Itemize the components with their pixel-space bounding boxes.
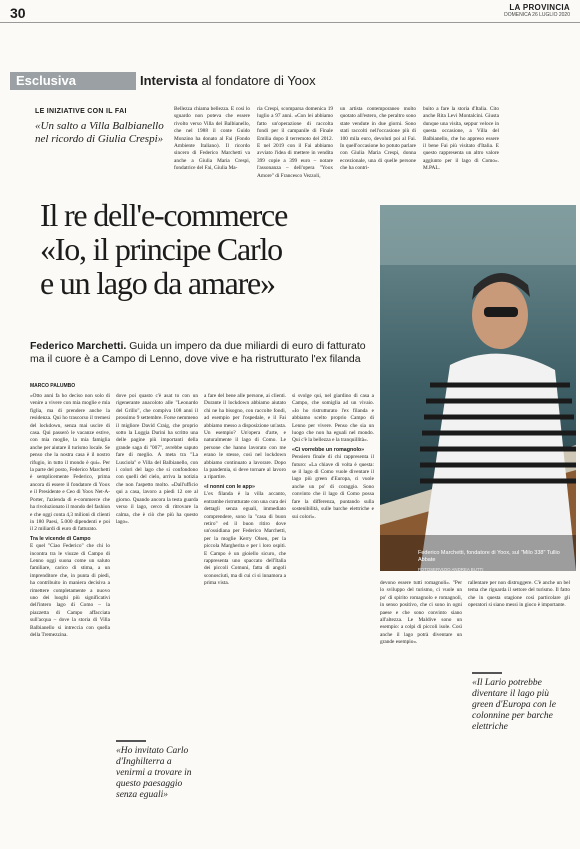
section-tag: Esclusiva [10,72,136,90]
headline-line-3: e un lago da amare» [40,265,275,301]
pullquote-rule [472,672,502,674]
sidebar-title: «Un salto a Villa Balbianello nel ricordo di Giulia Crespi» [35,120,164,145]
top-rule [0,22,580,23]
body-text: E quel "Ciao Federico" che chi lo incontra tra le viuzze di Campo di Lenno oggi suona come un saluto familiare, carico di stima, a un imprenditore che, in punta di piedi, ha contribuito in maniera decisiva a rimettere completamente a nuovo uno dei luoghi più significativi dell'intero lago di Como – la piazzetta di Campo affacciata sull'acqua – dove la storia di Villa Balbianello si intreccia con quella della Tremezzina. [30,543,110,638]
sidebar-column-1: Bellezza chiama bellezza. E così lo sguardo non poteva che essere rivolto verso Villa del Balbianello, che nel 1988 il conte Guido Monzino ha donato al Fai (Fondo Ambiente Italiano). Il ricordo sincero di Federico Marchetti va anche a Giulia Maria Crespi, fondatrice del Fai, Giulia Ma- [174,106,250,172]
headline [40,198,420,300]
standfirst-line-2: ma il cuore è a Campo di Lenno, dove vive e ha ristrutturato l'ex filanda [30,353,361,365]
subheading: «Ci vorrebbe un romagnolo» [292,446,365,453]
masthead-name: LA PROVINCIA [509,3,570,12]
masthead-date: DOMENICA 26 LUGLIO 2020 [504,12,570,18]
body-column-4 [292,393,374,841]
body-text: L'ex filanda è la villa accanto, entrambe ristrutturate con una cura dei dettagli senza eguali, immediato comprendere, sono la "casa di buon retiro" ed il buon ritiro dove un'ossidiana per Federico Marchetti, per la moglie Kerry Olsen, per la piccola Margherita e per i loro ospiti. E Campo è un gioiello sicuro, che rappresenta uno spaccato dell'Italia dei piccoli Comuni, fatta di angoli sconosciuti, ma di cui ci si innamora a prima vista. [204,491,286,587]
section-label [140,72,570,90]
sidebar-column-2: ria Crespi, scomparsa domenica 19 luglio a 97 anni. «Con lei abbiamo fatto un'operazione di raccolta fondi per il campanile di Finale Emilia dopo il terremoto del 2012. E nel 2019 con il Fai abbiamo avviato l'idea di mettere in vendita 399 copie a 399 euro – notare l'assonanza – dell'opera "Yoox Amore" di Francesco Vezzoli, [257,106,333,179]
pullquote-text: «Il Lario potrebbe diventare il lago più green d'Europa con le colonnine per barche elettriche [472,678,556,732]
photo-caption: Federico Marchetti, fondatore di Yoox, sul "Milo 338" Tullio Abbate [418,550,560,563]
subheading: «I nonni con le app» [204,483,255,490]
body-column-6: rallentare per non distruggere. C'è anche un bel tema che riguarda il settore del turismo. Il fatto che in questa stagione così particolare gli operatori si siano messi in gioco è importante. [468,580,570,609]
standfirst [30,340,580,366]
body-text: a fare del bene alle persone, ai clienti. Durante il lockdown abbiamo aiutato chi ne ha bisogno, con raccolte fondi, ad esempio per l'ospedale, e il Fai abbiamo messo a disposizione un'asta. Un esempio? Un'opera d'arte, e naturalmente il lago di Como. Le persone che hanno lavorato con me erano le stesse, così nel lockdown abbiamo continuato a lavorare. Dopo la pandemia, si deve tornare al lavoro a ripartire. [204,393,286,481]
section-topic: al fondatore di Yoox [201,73,316,88]
photo-credit: FOTOSERVIZIO ANDREA BUTTI [418,567,484,572]
man-on-boat-photo [380,205,576,571]
body-column-5: devono essere tutti romagnoli». "Per lo sviluppo del turismo, ci vuole un po' di spirito romagnolo e romagnoli, in senso positivo, che ci sono in ogni paese e che sono convinto siano all'altezza. Le Maldive sono un esempio: a colpi di piccoli isole. Così anche il lago potrà diventare un grande esempio». [380,580,462,646]
headline-line-1: Il re dell'e-commerce [40,197,288,233]
sidebar-kicker: LE INIZIATIVE CON IL FAI [35,108,127,115]
pullquote-rule [116,740,146,742]
subheading: Tra le vicende di Campo [30,535,91,542]
body-text: Pensiero finale di chi rappresenta il futuro: «La chiave di volta è questa: se il lago di Como vuole diventare il lago più green d'Europa, ci vuole anche un po' di coraggio. Sono convinto che il lago di Como possa fare la differenza, puntando sulla sostenibilità, sulle barche elettriche e sui colori». [292,454,374,520]
body-column-3 [204,393,286,841]
pullquote-1 [116,740,200,801]
page-number: 30 [10,5,26,21]
body-text: si svolge qui, nel giardino di casa a Campo, che somiglia ad un vivaio. «Io ho ristrutturato l'ex filanda e abbiamo scelto proprio Campo di Lenno per vivere. Penso che sia un luogo che non ha eguali nel mondo. Qui c'è la bellezza e la tranquillità». [292,393,374,444]
byline: MARCO PALUMBO [30,383,76,389]
standfirst-line-1: Guida un impero da due miliardi di euro di fatturato [129,340,366,352]
sidebar-column-4: buito a fare la storia d'Italia. Cito anche Rita Levi Montalcini. Giusta dunque una visita, seppur veloce in questa occasione, a Villa del Balbianello, che ho appreso essere il bene Fai più visitato d'Italia. E questo rappresenta un altro valore aggiunto per il lago di Como». M.PAL. [423,106,499,172]
pullquote-2 [472,672,568,733]
standfirst-name: Federico Marchetti. [30,340,127,352]
sidebar-column-3: un artista contemporaneo molto quotato all'estero, che peraltro sono state vendute in due giorni. Sono stati raccolti nell'occasione più di 100 mila euro, devoluti poi al Fai. In quell'occasione ho potuto parlare con Giulia Maria Crespi, donna eccezionale, una di quelle persone che ha contri- [340,106,416,172]
section-label-bold: Intervista [140,73,198,88]
headline-line-2: «Io, il principe Carlo [40,231,282,267]
pullquote-text: «Ho invitato Carlo d'Inghilterra a venirmi a trovare in questo paesaggio senza eguali» [116,746,192,800]
masthead [504,3,570,18]
body-text: «Otto anni fa ho deciso non solo di venire a vivere con mia moglie e mia figlia, ma di prendere anche la residenza. Qui ho trascorso il tremesi del lockdown, senza mai uscire di casa. Qui passerò le vacanze estive, con mia moglie, la mia famiglia anche per aiutare il turismo locale. Se penso che la nostra casa è il nostro rifugio, in tutto il mondo è qui». Per la parte del posto, Federico Marchetti è semplicemente Federico, prima ancora di essere il fondatore di Yoox e il Presidente e Ceo di Yoox Net-A-Porter, l'azienda di e-commerce che ha rivoluzionato il mondo del fashion e che oggi conta 4,3 milioni di clienti in 180 Paesi, 5.000 dipendenti e poi il 2 miliardi di euro di fatturato. [30,393,110,533]
body-column-1 [30,393,110,841]
body-column-2: dove poi quasto c'è asat to con un rigenerante anacoloto alle "Leonardo del Grillo", che compiva 108 anni il prossimo 9 settembre. Forse nemmeno il migliore David Craig, che proprio sotto la Loggia Durini ha scritto una delle pagine più importanti della grande saga di "007", avrebbe saputo fare di meglio. A meta tra "La Lusciola" e Villa del Balbianello, con i colori del lago che si confondono con quelli del cielo, arriva la notizia che non l'aspetto molto. «Dall'ufficio qui a casa, lavoro a piedi 12 ore al giorno. Quando ancora la testa guarda verso il lago, cerco di ritrovare la calma, che è ciò che più ha questo lago». [116,393,198,525]
